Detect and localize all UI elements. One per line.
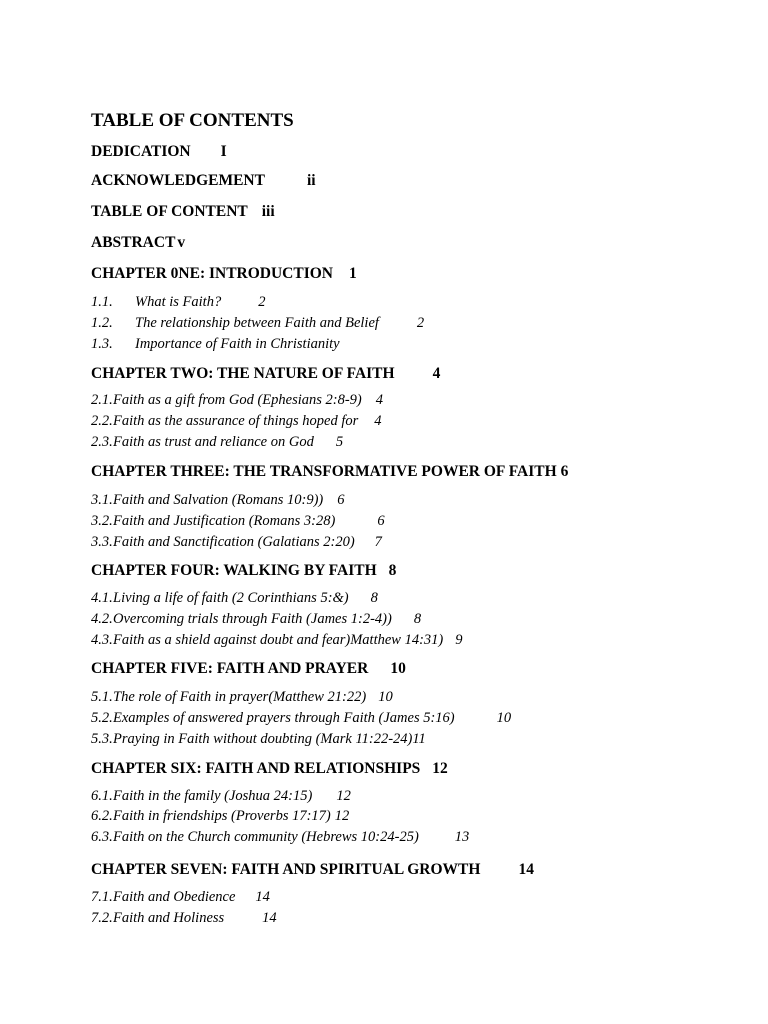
section-title: Faith in the family (Joshua 24:15) bbox=[113, 788, 313, 804]
section-title: Faith as a gift from God (Ephesians 2:8-9) bbox=[113, 392, 362, 408]
section-title: Faith as the assurance of things hoped for bbox=[113, 413, 359, 429]
section-title: Praying in Faith without doubting (Mark 11:22-24) bbox=[113, 731, 413, 747]
section-title: Importance of Faith in Christianity bbox=[135, 336, 340, 352]
section-number: 4.2. bbox=[91, 611, 113, 627]
section-page: 9 bbox=[455, 632, 463, 648]
section-entry bbox=[91, 808, 349, 825]
section-title: Faith as a shield against doubt and fear)Matthew 14:31) bbox=[113, 632, 444, 648]
section-entry bbox=[91, 611, 421, 628]
toc-entry-table-of-content bbox=[91, 203, 275, 221]
section-page: 13 bbox=[454, 829, 470, 845]
section-number: 1.1. bbox=[91, 294, 113, 310]
section-entry bbox=[91, 513, 385, 530]
section-page: 5 bbox=[335, 434, 344, 450]
section-entry bbox=[91, 889, 270, 906]
chapter-page: 1 bbox=[349, 265, 357, 282]
chapter-title: CHAPTER SIX: FAITH AND RELATIONSHIPS bbox=[91, 760, 421, 777]
section-title: Overcoming trials through Faith (James 1:2-4)) bbox=[113, 611, 392, 627]
section-title: Faith and Salvation (Romans 10:9)) bbox=[113, 492, 324, 508]
chapter-heading bbox=[91, 861, 534, 879]
section-page: 10 bbox=[496, 710, 512, 726]
section-number: 1.3. bbox=[91, 336, 113, 352]
chapter-heading bbox=[91, 660, 406, 678]
section-number: 2.3. bbox=[91, 434, 113, 450]
section-number: 4.3. bbox=[91, 632, 113, 648]
section-number: 3.2. bbox=[91, 513, 113, 529]
section-number: 7.2. bbox=[91, 910, 113, 926]
chapter-title: CHAPTER SEVEN: FAITH AND SPIRITUAL GROWTH bbox=[91, 861, 481, 878]
section-page: 2 bbox=[258, 294, 266, 310]
chapter-heading bbox=[91, 365, 440, 383]
section-entry bbox=[91, 294, 265, 311]
entry-page: v bbox=[177, 234, 186, 251]
section-entry bbox=[91, 336, 340, 353]
entry-label: DEDICATION bbox=[91, 143, 191, 160]
section-page: 10 bbox=[378, 689, 393, 705]
section-entry bbox=[91, 434, 343, 451]
section-entry bbox=[91, 910, 277, 927]
chapter-title: CHAPTER THREE: THE TRANSFORMATIVE POWER OF FAITH bbox=[91, 463, 557, 480]
toc-entry-abstract bbox=[91, 234, 185, 252]
section-number: 2.1. bbox=[91, 392, 113, 408]
section-entry bbox=[91, 689, 393, 706]
section-number: 6.2. bbox=[91, 808, 113, 824]
section-number: 6.3. bbox=[91, 829, 113, 845]
page-title: TABLE OF CONTENTS bbox=[91, 110, 294, 131]
entry-page: ii bbox=[306, 172, 316, 189]
section-title: Faith on the Church community (Hebrews 10:24-25) bbox=[113, 829, 419, 845]
section-number: 6.1. bbox=[91, 788, 113, 804]
toc-entry-acknowledgement bbox=[91, 172, 316, 190]
chapter-page: 4 bbox=[432, 365, 441, 382]
section-entry bbox=[91, 731, 426, 748]
section-number: 3.1. bbox=[91, 492, 113, 508]
chapter-page: 12 bbox=[432, 760, 448, 777]
section-page: 8 bbox=[370, 590, 378, 606]
section-number: 5.1. bbox=[91, 689, 113, 705]
section-page: 12 bbox=[336, 788, 351, 804]
entry-label: ACKNOWLEDGEMENT bbox=[91, 172, 265, 189]
section-title: What is Faith? bbox=[135, 294, 222, 310]
section-entry bbox=[91, 413, 382, 430]
section-entry bbox=[91, 829, 469, 846]
section-entry bbox=[91, 710, 511, 727]
section-number: 4.1. bbox=[91, 590, 113, 606]
section-entry bbox=[91, 788, 351, 805]
chapter-page: 10 bbox=[390, 660, 406, 677]
section-title: The relationship between Faith and Belief bbox=[135, 315, 379, 331]
entry-label: TABLE OF CONTENT bbox=[91, 203, 248, 220]
chapter-heading bbox=[91, 760, 448, 778]
section-entry bbox=[91, 492, 344, 509]
section-entry bbox=[91, 315, 424, 332]
section-title: Faith and Justification (Romans 3:28) bbox=[113, 513, 336, 529]
section-page: 7 bbox=[374, 534, 382, 550]
section-number: 5.3. bbox=[91, 731, 113, 747]
section-title: Faith and Holiness bbox=[113, 910, 225, 926]
chapter-heading bbox=[91, 463, 568, 481]
section-title: Faith and Obedience bbox=[113, 889, 236, 905]
section-title: The role of Faith in prayer(Matthew 21:22) bbox=[113, 689, 367, 705]
section-number: 1.2. bbox=[91, 315, 113, 331]
section-entry bbox=[91, 632, 463, 649]
section-number: 7.1. bbox=[91, 889, 113, 905]
chapter-heading bbox=[91, 562, 396, 580]
section-title: Faith in friendships (Proverbs 17:17) bbox=[113, 808, 331, 824]
section-entry bbox=[91, 590, 378, 607]
section-page: 4 bbox=[375, 392, 384, 408]
section-page: 8 bbox=[413, 611, 422, 627]
section-title: Examples of answered prayers through Faith (James 5:16) bbox=[113, 710, 455, 726]
section-page: 4 bbox=[374, 413, 382, 429]
section-page: 6 bbox=[337, 492, 345, 508]
chapter-page: 8 bbox=[388, 562, 397, 579]
chapter-title: CHAPTER 0NE: INTRODUCTION bbox=[91, 265, 333, 282]
chapter-heading bbox=[91, 265, 357, 283]
section-title: Faith as trust and reliance on God bbox=[113, 434, 314, 450]
chapter-page: 14 bbox=[518, 861, 534, 878]
chapter-title: CHAPTER FOUR: WALKING BY FAITH bbox=[91, 562, 377, 579]
section-entry bbox=[91, 534, 382, 551]
entry-page: I bbox=[220, 143, 227, 160]
chapter-title: CHAPTER FIVE: FAITH AND PRAYER bbox=[91, 660, 369, 677]
section-number: 3.3. bbox=[91, 534, 113, 550]
section-page: 14 bbox=[255, 889, 270, 905]
chapter-page: 6 bbox=[560, 463, 569, 480]
section-page: 12 bbox=[334, 808, 350, 824]
section-number: 2.2. bbox=[91, 413, 113, 429]
section-title: Faith and Sanctification (Galatians 2:20) bbox=[113, 534, 355, 550]
entry-page: iii bbox=[261, 203, 275, 220]
section-page: 6 bbox=[377, 513, 385, 529]
section-title: Living a life of faith (2 Corinthians 5:&) bbox=[113, 590, 349, 606]
toc-entry-dedication bbox=[91, 143, 227, 161]
section-page: 11 bbox=[412, 731, 426, 747]
section-page: 14 bbox=[262, 910, 277, 926]
chapter-title: CHAPTER TWO: THE NATURE OF FAITH bbox=[91, 365, 395, 382]
entry-label: ABSTRACT bbox=[91, 234, 176, 251]
section-entry bbox=[91, 392, 383, 409]
section-number: 5.2. bbox=[91, 710, 113, 726]
section-page: 2 bbox=[416, 315, 425, 331]
